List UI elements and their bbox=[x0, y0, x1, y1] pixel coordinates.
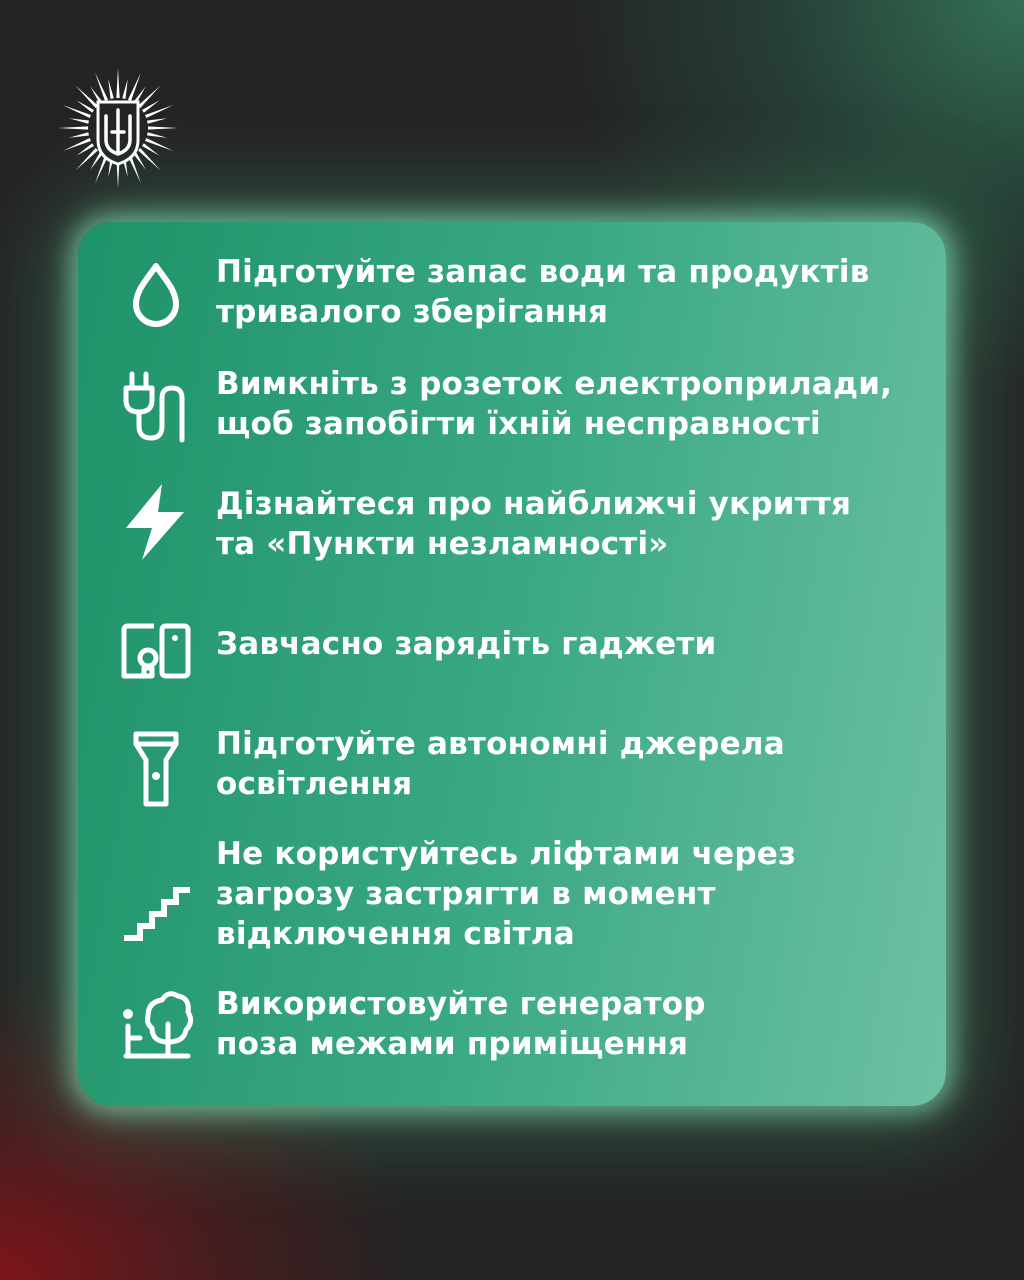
tip-text: Дізнайтеся про найближчі укриття та «Пункти незламності» bbox=[216, 486, 852, 562]
gadgets-icon bbox=[118, 610, 194, 690]
stairs-icon bbox=[118, 864, 194, 944]
tip-text: Вимкніть з розеток електроприлади, щоб запобігти їхній несправності bbox=[216, 366, 893, 442]
power-plug-icon bbox=[118, 366, 194, 446]
flashlight-icon bbox=[118, 730, 194, 810]
safety-tips-card bbox=[78, 222, 946, 1106]
tip-text: Підготуйте автономні джерела освітлення bbox=[216, 726, 785, 802]
police-emblem bbox=[56, 66, 180, 190]
tip-text: Завчасно зарядіть гаджети bbox=[216, 626, 717, 662]
lightning-bolt-icon bbox=[118, 482, 194, 562]
water-drop-icon bbox=[118, 256, 194, 336]
tip-text: Використовуйте генератор поза межами приміщення bbox=[216, 986, 706, 1062]
police-star-trident-icon bbox=[56, 66, 180, 190]
tip-text: Не користуйтесь ліфтами через загрозу застрягти в момент відключення світла bbox=[216, 836, 797, 952]
outdoor-tree-person-icon bbox=[118, 982, 194, 1062]
tip-text: Підготуйте запас води та продуктів тривалого зберігання bbox=[216, 254, 870, 330]
